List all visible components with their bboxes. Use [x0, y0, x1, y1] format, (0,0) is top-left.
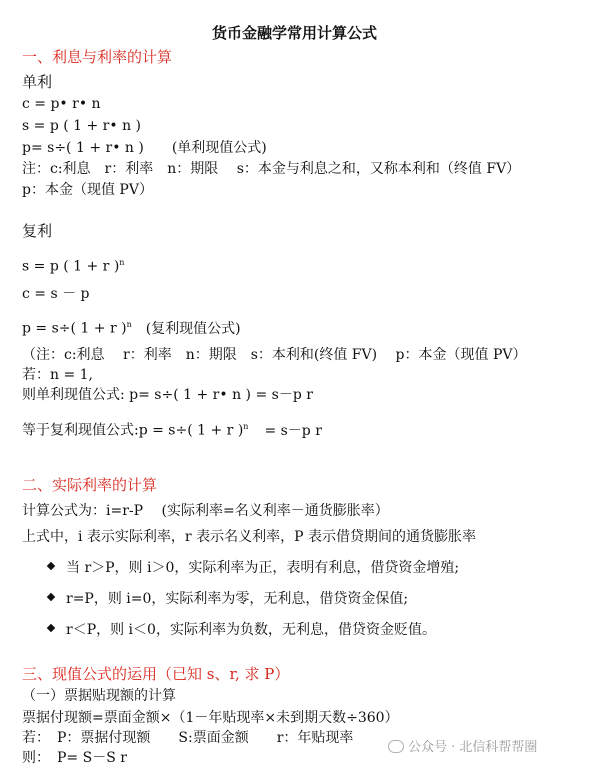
bullet-item: 当 r＞P，则 i＞0，实际利率为正，表明有利息，借贷资金增殖; — [48, 559, 459, 577]
simple-interest-label: 单利 — [22, 73, 53, 91]
bullet-item: r=P，则 i=0，实际利率为零，无利息，借贷资金保值; — [48, 590, 408, 608]
real-rate-formula: 计算公式为：i=r-P (实际利率=名义利率－通货膨胀率） — [22, 503, 389, 519]
section-1-heading: 一、利息与利率的计算 — [22, 48, 173, 66]
discount-formula-3: 则： P= S－S r — [22, 750, 127, 766]
simple-formula-1: c = p• r• n — [22, 96, 101, 112]
bullet-diamond-icon — [47, 562, 55, 570]
compound-note-2: 若：n = 1, — [22, 367, 94, 383]
simple-formula-2: s = p ( 1 + r• n ) — [22, 118, 142, 134]
compound-formula-1: s = p ( 1 + r )$^n$ — [22, 258, 125, 275]
bullet-item: r＜P，则 i＜0，实际利率为负数，无利息，借贷资金贬值。 — [48, 621, 436, 639]
wechat-icon — [388, 740, 404, 753]
simple-note-2: p：本金（现值 PV） — [22, 182, 153, 198]
bullet-diamond-icon — [47, 593, 55, 601]
compound-note-4: 等于复利现值公式:p = s÷( 1 + r )$^n$ = s－p r — [22, 422, 322, 439]
compound-interest-label: 复利 — [22, 222, 53, 240]
compound-formula-3: p = s÷( 1 + r )$^n$ (复利现值公式) — [22, 320, 241, 337]
compound-formula-2: c = s － p — [22, 286, 90, 302]
bullet-diamond-icon — [47, 624, 55, 632]
compound-note-1: （注：c:利息 r：利率 n：期限 s：本利和(终值 FV) p：本金（现值 PV） — [22, 347, 527, 363]
section-2-heading: 二、实际利率的计算 — [22, 476, 158, 494]
section-3-subheading: （一）票据贴现额的计算 — [22, 688, 176, 704]
compound-note-3: 则单利现值公式: p= s÷( 1 + r• n ) = s－p r — [22, 387, 313, 403]
simple-note-1: 注：c:利息 r：利率 n：期限 s：本金与利息之和，又称本利和（终值 FV） — [22, 161, 521, 177]
page-title: 货币金融学常用计算公式 — [211, 24, 377, 42]
section-3-heading: 三、现值公式的运用（已知 s、r, 求 P） — [22, 665, 290, 683]
simple-formula-3: p= s÷( 1 + r• n ) (单利现值公式) — [22, 140, 267, 156]
watermark: 公众号 · 北信科帮帮圈 — [388, 736, 537, 755]
discount-formula-1: 票据付现额=票面金额×（1－年贴现率×未到期天数÷360） — [22, 710, 399, 726]
real-rate-desc: 上式中，i 表示实际利率，r 表示名义利率，P 表示借贷期间的通货膨胀率 — [22, 529, 476, 545]
discount-formula-2: 若： P：票据付现额 S:票面金额 r：年贴现率 — [22, 730, 354, 746]
